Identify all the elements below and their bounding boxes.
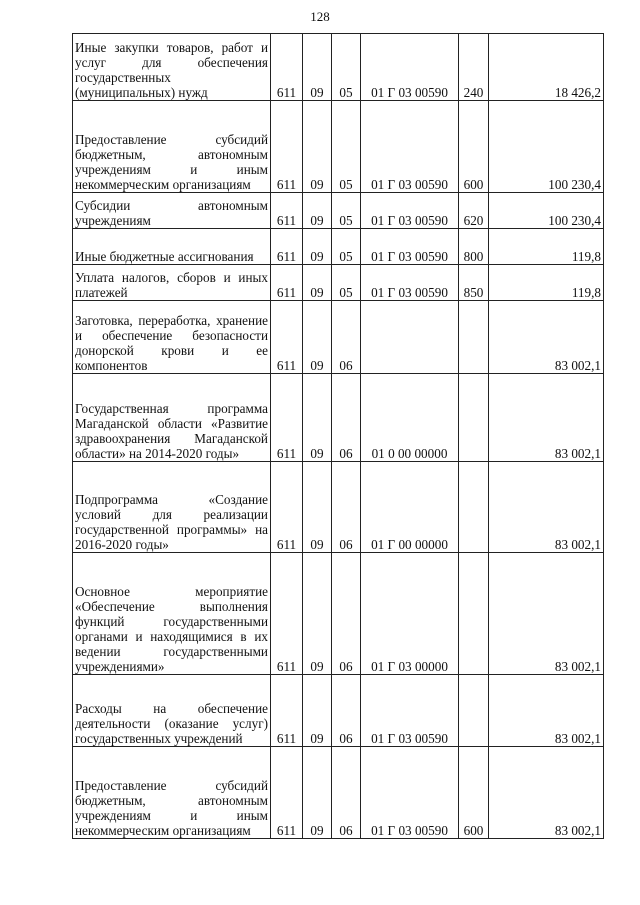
row-rz: 09 xyxy=(303,301,332,374)
row-vr xyxy=(459,675,489,747)
table-row xyxy=(73,553,604,675)
row-ved: 611 xyxy=(271,265,303,301)
row-sum: 83 002,1 xyxy=(489,301,604,374)
row-vr xyxy=(459,462,489,553)
row-sum: 119,8 xyxy=(489,229,604,265)
row-rz: 09 xyxy=(303,553,332,675)
row-csr: 01 Г 03 00590 xyxy=(361,34,459,101)
row-rz: 09 xyxy=(303,193,332,229)
row-rz: 09 xyxy=(303,265,332,301)
row-name: Заготовка, переработка, хранение и обеспечение безопасности донорской крови и ее компонентов xyxy=(73,301,271,374)
budget-table-body xyxy=(73,34,604,839)
row-ved: 611 xyxy=(271,553,303,675)
row-csr: 01 Г 03 00590 xyxy=(361,675,459,747)
row-sum: 83 002,1 xyxy=(489,747,604,839)
row-vr xyxy=(459,374,489,462)
row-name: Подпрограмма «Создание условий для реализации государственной программы» на 2016-2020 годы» xyxy=(73,462,271,553)
row-pr: 06 xyxy=(332,374,361,462)
row-vr: 600 xyxy=(459,101,489,193)
row-csr: 01 Г 03 00590 xyxy=(361,229,459,265)
row-sum: 119,8 xyxy=(489,265,604,301)
budget-table xyxy=(72,33,604,839)
table-row xyxy=(73,229,604,265)
row-pr: 05 xyxy=(332,34,361,101)
row-pr: 05 xyxy=(332,101,361,193)
row-pr: 06 xyxy=(332,462,361,553)
row-pr: 05 xyxy=(332,265,361,301)
row-pr: 05 xyxy=(332,229,361,265)
table-row xyxy=(73,265,604,301)
row-sum: 83 002,1 xyxy=(489,675,604,747)
row-pr: 05 xyxy=(332,193,361,229)
row-sum: 83 002,1 xyxy=(489,553,604,675)
row-csr: 01 Г 03 00590 xyxy=(361,101,459,193)
row-csr: 01 Г 03 00000 xyxy=(361,553,459,675)
row-vr: 620 xyxy=(459,193,489,229)
row-ved: 611 xyxy=(271,34,303,101)
row-name: Основное мероприятие «Обеспечение выполнения функций государственными органами и находящимися в их ведении государственными учреждениями» xyxy=(73,553,271,675)
row-csr: 01 Г 03 00590 xyxy=(361,265,459,301)
row-ved: 611 xyxy=(271,301,303,374)
row-ved: 611 xyxy=(271,229,303,265)
row-sum: 83 002,1 xyxy=(489,462,604,553)
row-vr xyxy=(459,301,489,374)
row-rz: 09 xyxy=(303,374,332,462)
row-csr xyxy=(361,301,459,374)
row-vr: 800 xyxy=(459,229,489,265)
row-rz: 09 xyxy=(303,34,332,101)
row-sum: 18 426,2 xyxy=(489,34,604,101)
table-row xyxy=(73,462,604,553)
table-row xyxy=(73,374,604,462)
table-row xyxy=(73,747,604,839)
row-name: Уплата налогов, сборов и иных платежей xyxy=(73,265,271,301)
row-ved: 611 xyxy=(271,193,303,229)
row-ved: 611 xyxy=(271,675,303,747)
row-csr: 01 Г 03 00590 xyxy=(361,193,459,229)
table-row xyxy=(73,675,604,747)
row-csr: 01 0 00 00000 xyxy=(361,374,459,462)
page-number: 128 xyxy=(310,9,330,24)
row-ved: 611 xyxy=(271,374,303,462)
row-pr: 06 xyxy=(332,553,361,675)
row-name: Государственная программа Магаданской области «Развитие здравоохранения Магаданской области» на 2014-2020 годы» xyxy=(73,374,271,462)
row-pr: 06 xyxy=(332,675,361,747)
row-name: Иные бюджетные ассигнования xyxy=(73,229,271,265)
row-vr: 600 xyxy=(459,747,489,839)
row-rz: 09 xyxy=(303,101,332,193)
row-name: Расходы на обеспечение деятельности (оказание услуг) государственных учреждений xyxy=(73,675,271,747)
row-csr: 01 Г 00 00000 xyxy=(361,462,459,553)
row-sum: 100 230,4 xyxy=(489,101,604,193)
row-csr: 01 Г 03 00590 xyxy=(361,747,459,839)
table-row xyxy=(73,34,604,101)
row-sum: 100 230,4 xyxy=(489,193,604,229)
table-row xyxy=(73,301,604,374)
row-rz: 09 xyxy=(303,229,332,265)
row-sum: 83 002,1 xyxy=(489,374,604,462)
row-ved: 611 xyxy=(271,747,303,839)
row-ved: 611 xyxy=(271,462,303,553)
row-vr xyxy=(459,553,489,675)
row-rz: 09 xyxy=(303,462,332,553)
row-name: Предоставление субсидий бюджетным, автономным учреждениям и иным некоммерческим организациям xyxy=(73,747,271,839)
row-vr: 850 xyxy=(459,265,489,301)
row-pr: 06 xyxy=(332,301,361,374)
table-row xyxy=(73,101,604,193)
table-row xyxy=(73,193,604,229)
row-ved: 611 xyxy=(271,101,303,193)
row-name: Предоставление субсидий бюджетным, автономным учреждениям и иным некоммерческим организациям xyxy=(73,101,271,193)
row-vr: 240 xyxy=(459,34,489,101)
row-rz: 09 xyxy=(303,747,332,839)
row-rz: 09 xyxy=(303,675,332,747)
row-name: Субсидии автономным учреждениям xyxy=(73,193,271,229)
row-pr: 06 xyxy=(332,747,361,839)
row-name: Иные закупки товаров, работ и услуг для обеспечения государственных (муниципальных) нужд xyxy=(73,34,271,101)
